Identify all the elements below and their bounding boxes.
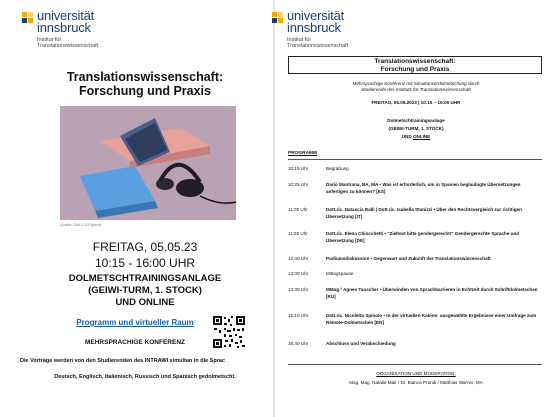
- event-date: FREITAG, 05.05.23: [92, 240, 198, 254]
- university-logo: [22, 10, 98, 49]
- intro-line1: Mehrsprachige Konferenz mit Simultanverdolmetschung durch: [352, 81, 480, 86]
- program-item-text: Dott.ric. Elena Chiocchetti • "Zieltext bitte gendergerecht!" Gendergerechte Sprache und Übersetzung [DE]: [326, 231, 520, 243]
- program-link[interactable]: Programm und virtueller Raum: [76, 318, 194, 327]
- logo-right-line2: innsbruck: [287, 20, 341, 35]
- room-line3-prefix: UND: [401, 134, 413, 139]
- conference-type: MEHRSPRACHIGE KONFERENZ: [84, 339, 186, 346]
- program-item-time: 15:10 Uhr: [288, 313, 309, 318]
- program-intro: [296, 81, 536, 93]
- programm-heading: PROGRAMM: [288, 151, 318, 156]
- organisation-names: Mag. Mag. Natalie Mair / Dr. Bianca Prandi / Matthias Warner, MA: [349, 380, 483, 385]
- program-item-text: Dario Mantrana, BA, MA • Was ist erforderlich, um in Spanien beglaubigte Übersetzungen anfertigen zu können? [ES]: [326, 182, 521, 194]
- online-link[interactable]: ONLINE: [412, 134, 431, 139]
- logo-mark-right-icon: [272, 12, 283, 23]
- program-item-text: Dott.ric. Nicoletta Spinolo • In der virtuellen Kabine: ausgewählte Ergebnisse einer Umfrage zum Remote-Dolmetschen [EN]: [326, 313, 537, 325]
- room-line3: [296, 133, 536, 141]
- front-title-line1: Translationswissenschaft:: [66, 70, 224, 84]
- organisation-heading: ORGANISATION UND MODERATION:: [376, 371, 456, 376]
- program-title-box: [288, 56, 542, 74]
- program-item-text: Podiumsdiskussion • Gegenwart und Zukunft der Translationswissenschaft: [326, 256, 491, 261]
- location-line3: UND ONLINE: [115, 297, 175, 308]
- location-line2: (GEIWI-TURM, 1. STOCK): [88, 285, 202, 296]
- program-title-line1: Translationswissenschaft:: [374, 58, 456, 65]
- program-item-time: 12:40 Uhr: [288, 256, 309, 261]
- flyer-front-page: [0, 0, 272, 417]
- program-item-time: 14:30 Uhr: [288, 287, 309, 292]
- program-item-time: 15:40 Uhr: [288, 341, 309, 346]
- event-location: [40, 273, 250, 309]
- logo-sub2: Translationswissenschaft: [37, 43, 99, 49]
- headphones-illustration: [60, 106, 236, 220]
- program-item-time: 13:00 Uhr: [288, 271, 309, 276]
- program-item-text: Abschluss und Verabschiedung: [326, 341, 396, 346]
- location-line1: DOLMETSCHTRAININGSANLAGE: [68, 273, 222, 284]
- program-title-line2: Forschung und Praxis: [380, 66, 450, 73]
- programm-rule: [288, 159, 542, 160]
- logo-right-sub2: Translationswissenschaft: [287, 43, 349, 49]
- program-item-text: Begrüßung: [326, 166, 349, 171]
- interpreting-note-line2: Deutsch, Englisch, Italienisch, Russisch und Spanisch gedolmetscht.: [54, 374, 236, 380]
- intro-line2: Studierende des Instituts für Translationswissenschaft: [361, 87, 471, 92]
- room-line1: Dolmetschtrainingsanlage: [387, 118, 445, 123]
- logo-right-line1: universität: [287, 8, 345, 23]
- footer-rule: [288, 364, 542, 365]
- program-item-text: MMag.ª Agnes Tauscher • Überwinden von Sprachbarrieren in Echtzeit durch Schriftdolmetschen [RU]: [326, 287, 538, 299]
- program-item-time: 11:00 Uhr: [288, 207, 308, 212]
- interpreting-note-line1: Die Vorträge werden von den Studierenden des INTRAWI simultan in die Sprac: [20, 358, 225, 364]
- qr-code-icon[interactable]: [212, 315, 246, 349]
- logo-line1: universität: [37, 8, 95, 23]
- logo-sub1: Institut für: [37, 37, 62, 43]
- program-item-time: 10:15 Uhr: [288, 166, 309, 171]
- program-item-time: 11:50 Uhr: [288, 231, 308, 236]
- program-item-text: Dott.ric. Natascia Ralli | Dott.ric. Isabella Stanizzi • Über den Rechtsvergleich zur richtigen Übersetzung [IT]: [326, 207, 522, 219]
- room-line2: (GEIWI-TURM, 1. STOCK): [388, 126, 444, 131]
- headphones-image-icon: [60, 106, 236, 220]
- program-date: FREITAG, 05.05.2023 | 10:15 – 16:00 UHR: [371, 100, 461, 105]
- flyer-program-page: [276, 0, 553, 417]
- logo-mark-icon: [22, 12, 33, 23]
- front-title: [40, 70, 250, 98]
- logo-right-sub1: Institut für: [287, 37, 312, 43]
- event-time: 10:15 - 16:00 UHR: [94, 256, 196, 270]
- program-item-text: Mittagspause: [326, 271, 354, 276]
- front-title-line2: Forschung und Praxis: [79, 84, 211, 98]
- university-logo-right: [272, 10, 348, 49]
- photo-credit: Quelle: DALL·E/Openh: [60, 222, 101, 227]
- program-room: [296, 117, 536, 141]
- logo-line2: innsbruck: [37, 20, 91, 35]
- page-divider: [273, 0, 275, 417]
- program-item-time: 10:25 Uhr: [288, 182, 309, 187]
